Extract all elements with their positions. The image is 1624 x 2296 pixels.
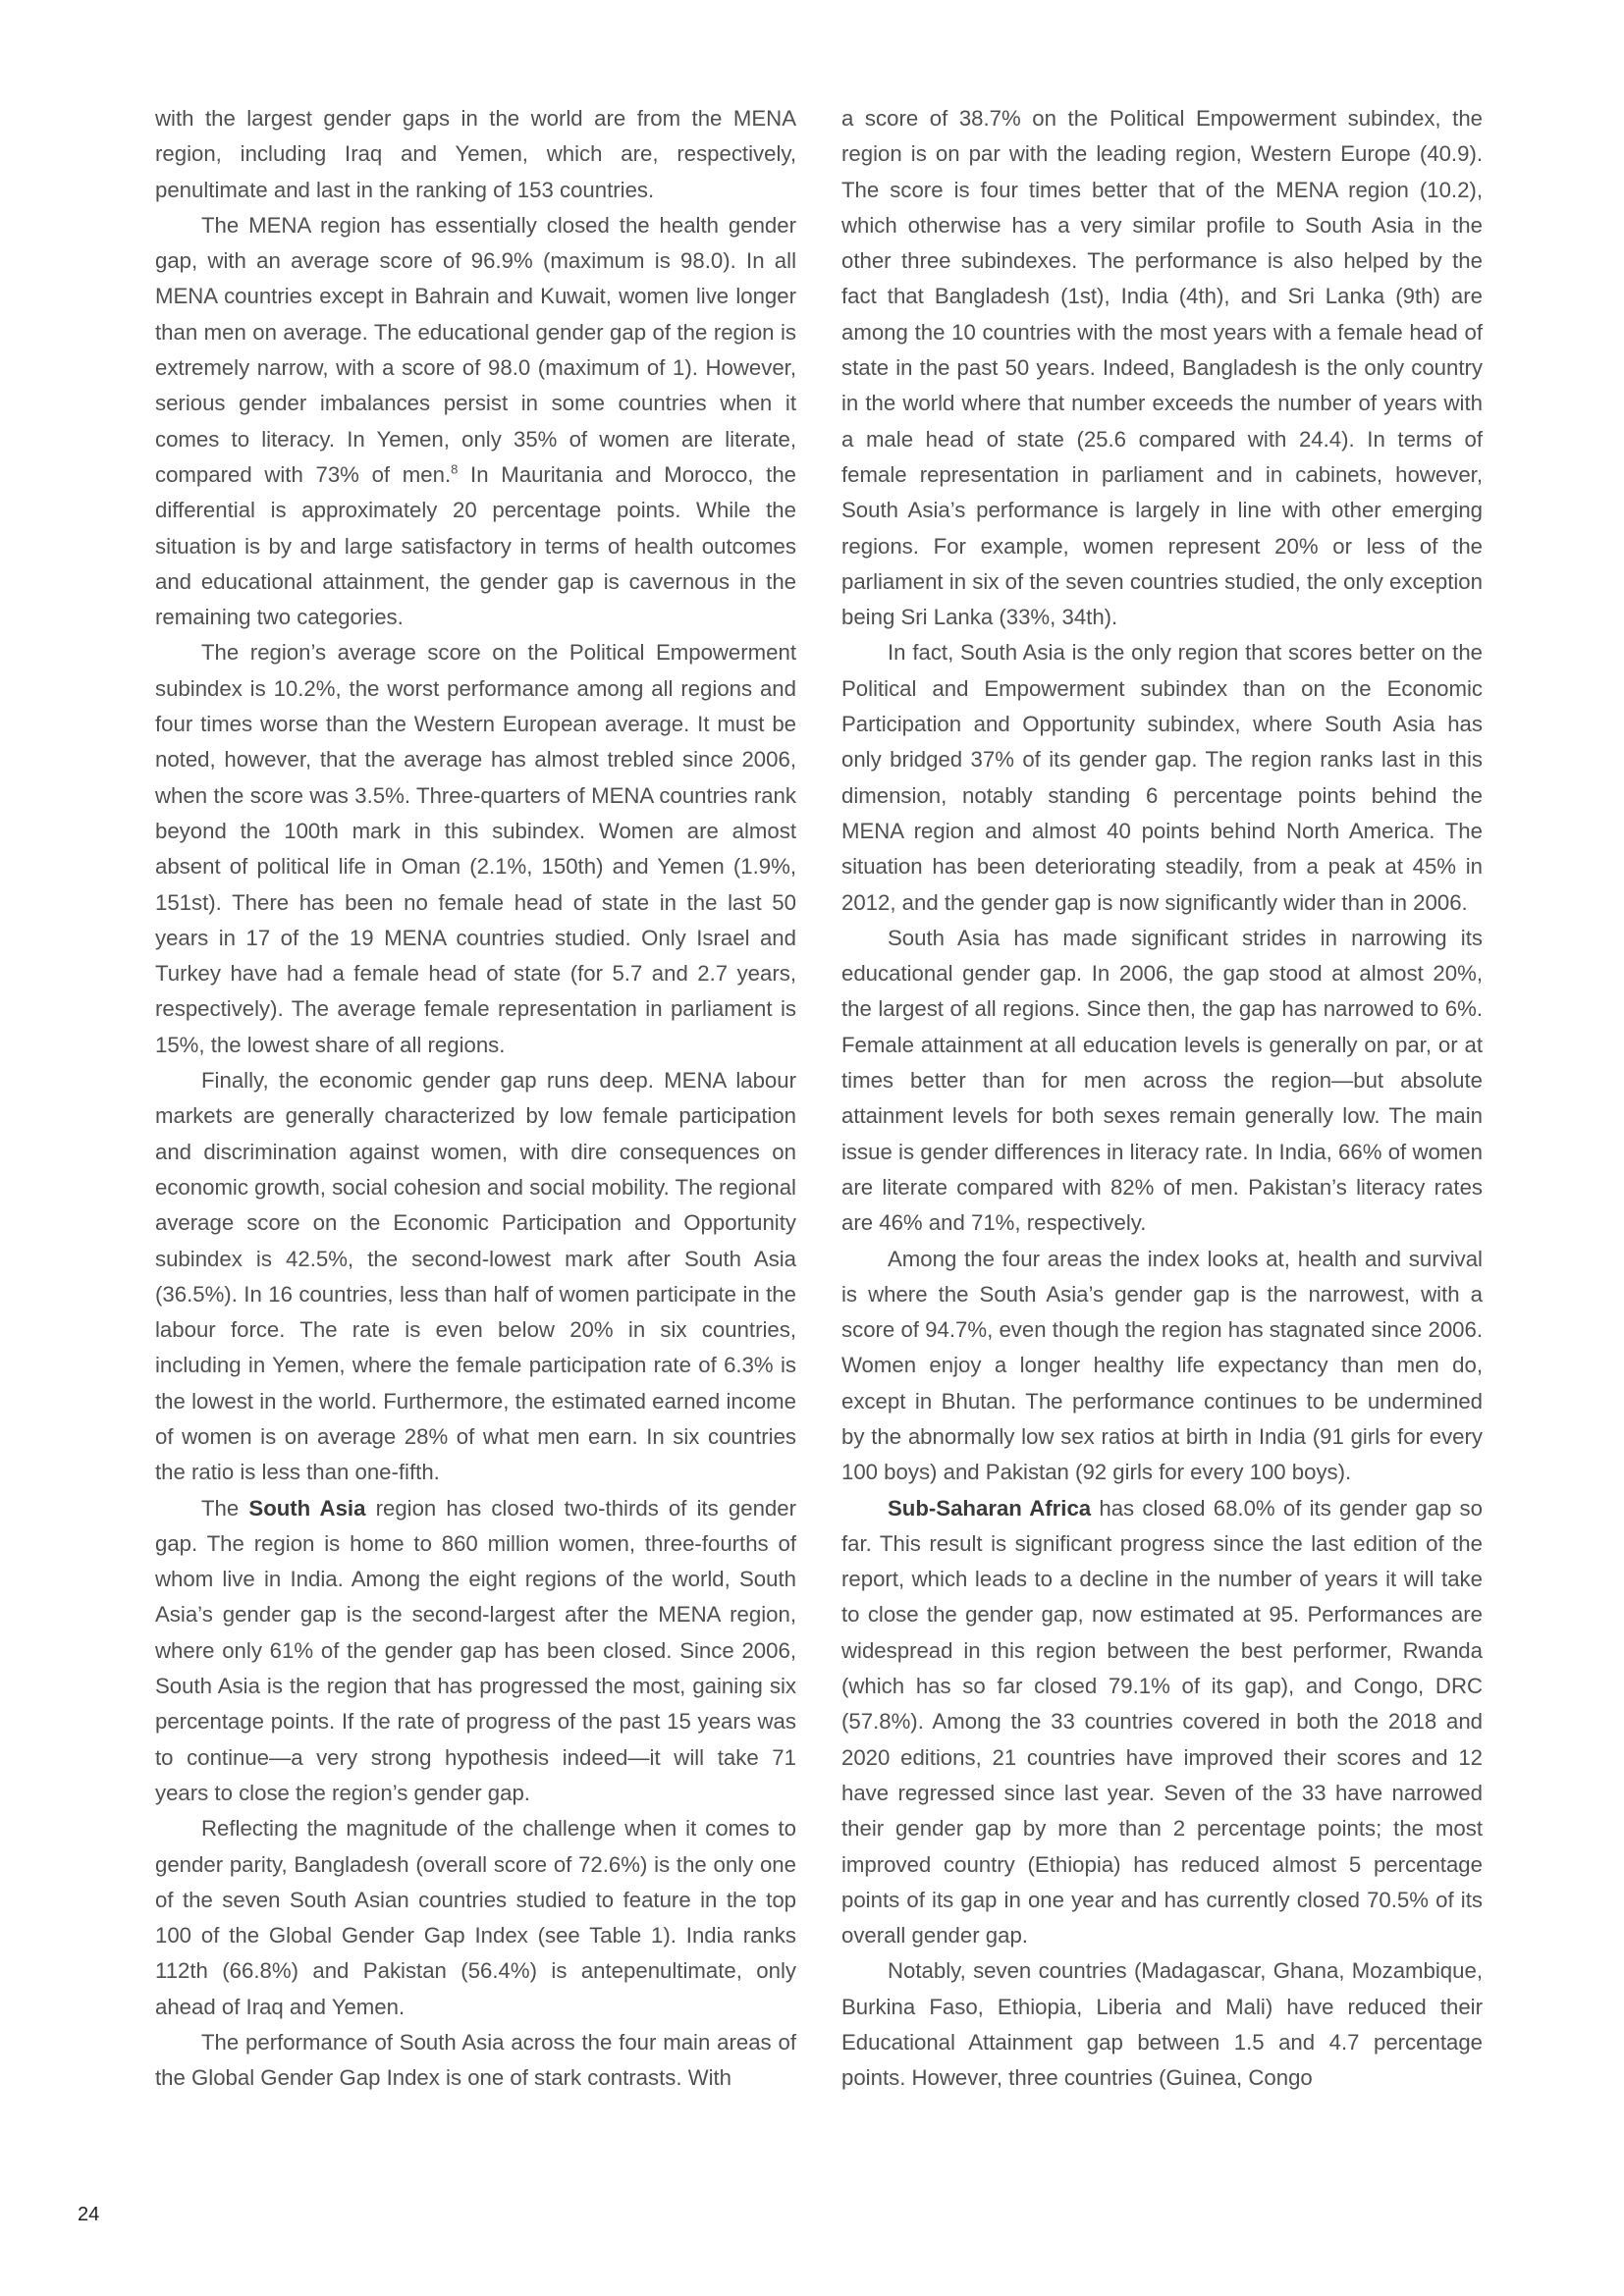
region-heading-sub-saharan-africa: Sub-Saharan Africa [888,1495,1092,1521]
paragraph: with the largest gender gaps in the world are from the MENA region, including Iraq and Yemen, which are, respectively, penultimate and last in the ranking of 153 countries. [155,106,796,202]
paragraph [155,208,796,636]
paragraph: Reflecting the magnitude of the challenge when it comes to gender parity, Bangladesh (overall score of 72.6%) is the only one of the seven South Asian countries studied to feature in the top 100 of the Global Gender Gap Index (see Table 1). India ranks 112th (66.8%) and Pakistan (56.4%) is antepenultimate, only ahead of Iraq and Yemen. [155,1816,796,2019]
right-text-column [841,101,1483,2097]
paragraph-text: In Mauritania and Morocco, the differential is approximately 20 percentage points. While the situation is by and large satisfactory in terms of health outcomes and educational attainment, the gender gap is cavernous in the remaining two categories. [155,461,797,630]
paragraph: Among the four areas the index looks at, health and survival is where the South Asia’s gender gap is the narrowest, with a score of 94.7%, even though the region has stagnated since 2006. Women enjoy a longer healthy life expectancy than men do, except in Bhutan. The performance continues to be undermined by the abnormally low sex ratios at birth in India (91 girls for every 100 boys) and Pakistan (92 girls for every 100 boys). [841,1246,1483,1485]
paragraph: In fact, South Asia is the only region that scores better on the Political and Empowerment subindex than on the Economic Participation and Opportunity subindex, where South Asia has only bridged 37% of its gender gap. The region ranks last in this dimension, notably standing 6 percentage points behind the MENA region and almost 40 points behind North America. The situation has been deteriorating steadily, from a peak at 45% in 2012, and the gender gap is now significantly wider than in 2006. [841,640,1483,915]
page-number: 24 [78,2204,100,2225]
paragraph: Notably, seven countries (Madagascar, Ghana, Mozambique, Burkina Faso, Ethiopia, Liberia and Mali) have reduced their Educational Attainment gap between 1.5 and 4.7 percentage points. However, three countries (Guinea, Congo [841,1958,1483,2091]
left-text-column [155,101,796,2097]
paragraph-text: The [201,1495,249,1521]
paragraph-text: The MENA region has essentially closed the health gender gap, with an average score of 96.9% (maximum is 98.0). In all MENA countries except in Bahrain and Kuwait, women live longer than men on average. The educational gender gap of the region is extremely narrow, with a score of 98.0 (maximum of 1). However, serious gender imbalances persist in some countries when it comes to literacy. In Yemen, only 35% of women are literate, compared with 73% of men. [155,212,796,487]
paragraph [841,1491,1483,1954]
region-heading-south-asia: South Asia [248,1495,366,1521]
paragraph-text: has closed 68.0% of its gender gap so far. This result is significant progress since the last edition of the report, which leads to a decline in the number of years it will take to close the gender gap, now estimated at 95. Performances are widespread in this region between the best performer, Rwanda (which has so far closed 79.1% of its gap), and Congo, DRC (57.8%). Among the 33 countries covered in both the 2018 and 2020 editions, 21 countries have improved their scores and 12 have regressed since last year. Seven of the 33 have narrowed their gender gap by more than 2 percentage points; the most improved country (Ethiopia) has reduced almost 5 percentage points of its gap in one year and has currently closed 70.5% of its overall gender gap. [841,1495,1483,1949]
paragraph: The performance of South Asia across the four main areas of the Global Gender Gap Index is one of stark contrasts. With [155,2030,796,2091]
paragraph: South Asia has made significant strides in narrowing its educational gender gap. In 2006, the gap stood at almost 20%, the largest of all regions. Since then, the gap has narrowed to 6%. Female attainment at all education levels is generally on par, or at times better than for men across the region—but absolute attainment levels for both sexes remain generally low. The main issue is gender differences in literacy rate. In India, 66% of women are literate compared with 82% of men. Pakistan’s literacy rates are 46% and 71%, respectively. [841,925,1483,1236]
paragraph: Finally, the economic gender gap runs deep. MENA labour markets are generally characterized by low female participation and discrimination against women, with dire consequences on economic growth, social cohesion and social mobility. The regional average score on the Economic Participation and Opportunity subindex is 42.5%, the second-lowest mark after South Asia (36.5%). In 16 countries, less than half of women participate in the labour force. The rate is even below 20% in six countries, including in Yemen, where the female participation rate of 6.3% is the lowest in the world. Furthermore, the estimated earned income of women is on average 28% of what men earn. In six countries the ratio is less than one-fifth. [155,1068,796,1485]
paragraph: The region’s average score on the Political Empowerment subindex is 10.2%, the worst performance among all regions and four times worse than the Western European average. It must be noted, however, that the average has almost trebled since 2006, when the score was 3.5%. Three-quarters of MENA countries rank beyond the 100th mark in this subindex. Women are almost absent of political life in Oman (2.1%, 150th) and Yemen (1.9%, 151st). There has been no female head of state in the last 50 years in 17 of the 19 MENA countries studied. Only Israel and Turkey have had a female head of state (for 5.7 and 2.7 years, respectively). The average female representation in parliament is 15%, the lowest share of all regions. [155,640,796,1057]
paragraph: a score of 38.7% on the Political Empowerment subindex, the region is on par with the leading region, Western Europe (40.9). The score is four times better that of the MENA region (10.2), which otherwise has a very similar profile to South Asia in the other three subindexes. The performance is also helped by the fact that Bangladesh (1st), India (4th), and Sri Lanka (9th) are among the 10 countries with the most years with a female head of state in the past 50 years. Indeed, Bangladesh is the only country in the world where that number exceeds the number of years with a male head of state (25.6 compared with 24.4). In terms of female representation in parliament and in cabinets, however, South Asia’s performance is largely in line with other emerging regions. For example, women represent 20% or less of the parliament in six of the seven countries studied, the only exception being Sri Lanka (33%, 34th). [841,106,1483,630]
paragraph-text: region has closed two-thirds of its gender gap. The region is home to 860 million women, three-fourths of whom live in India. Among the eight regions of the world, South Asia’s gender gap is the second-largest after the MENA region, where only 61% of the gender gap has been closed. Since 2006, South Asia is the region that has progressed the most, gaining six percentage points. If the rate of progress of the past 15 years was to continue—a very strong hypothesis indeed—it will take 71 years to close the region’s gender gap. [155,1495,797,1805]
paragraph [155,1491,796,1812]
footnote-marker[interactable]: 8 [451,461,459,477]
